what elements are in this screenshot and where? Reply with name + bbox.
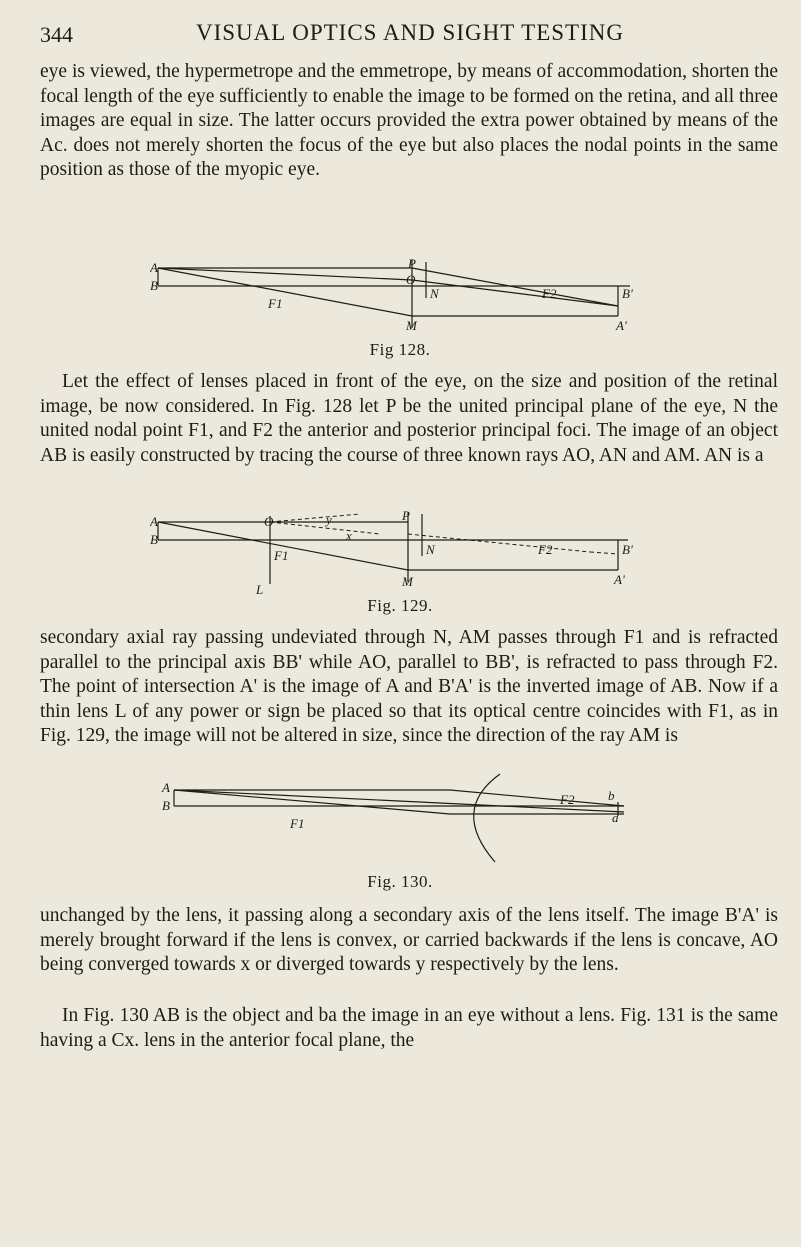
fig128-label-B-prime: B' (622, 286, 633, 301)
figure-128-diagram (150, 258, 650, 340)
fig129-label-F2: F2 (538, 542, 553, 557)
fig130-label-A: A (162, 780, 170, 795)
figure-128-caption: Fig 128. (369, 340, 431, 359)
fig129-label-A-prime: A' (614, 572, 625, 587)
fig130-label-F2: F2 (560, 792, 575, 807)
figure-129-diagram (150, 510, 650, 596)
fig128-label-M: M (406, 318, 417, 333)
page-number: 344 (40, 22, 73, 47)
fig129-label-B-prime: B' (622, 542, 633, 557)
fig129-label-N: N (426, 542, 435, 557)
fig128-label-A-prime: A' (616, 318, 627, 333)
fig128-label-P: P (408, 258, 416, 271)
fig129-label-x: x (346, 528, 352, 543)
fig129-label-F1: F1 (274, 548, 289, 563)
fig129-label-O: O (264, 514, 274, 529)
fig128-label-O: O (406, 272, 416, 287)
paragraph-4: unchanged by the lens, it passing along a secondary axis of the lens itself. The image B'A' is merely brought forward if the lens is convex, or carried backwards if the lens is concave, AO being converged towards x or diverged towards y respectively by the lens. (40, 905, 778, 975)
fig129-label-B: B (150, 532, 158, 547)
fig130-label-F1: F1 (290, 816, 305, 831)
fig129-label-y: y (326, 512, 332, 527)
figure-130-caption: Fig. 130. (367, 872, 433, 891)
fig129-label-A: A (150, 514, 158, 529)
figure-129 (150, 510, 650, 618)
figure-128 (150, 258, 650, 362)
fig128-label-F2: F2 (542, 286, 557, 301)
paragraph-1: eye is viewed, the hypermetrope and the emmetrope, by means of accommodation, shorten the focal length of the eye sufficiently to enable the image to be formed on the retina, and all three images are equal in size. The latter occurs provided the extra power obtained by means of the Ac. does not merely shorten the focus of the eye but also places the nodal points in the same position as those of the myopic eye. (40, 61, 778, 180)
fig129-label-P: P (402, 510, 410, 523)
fig129-label-L: L (256, 582, 264, 596)
fig128-label-F1: F1 (268, 296, 283, 311)
fig130-label-a: a (612, 810, 619, 825)
fig130-label-B: B (162, 798, 170, 813)
figure-129-caption: Fig. 129. (367, 596, 433, 615)
fig129-label-M: M (402, 574, 413, 589)
fig130-label-b: b (608, 788, 615, 803)
paragraph-3: secondary axial ray passing undeviated through N, AM passes through F1 and is refracted parallel to the principal axis BB' while AO, parallel to BB', is refracted to pass through F2. The point of intersection A' is the image of A and B'A' is the inverted image of AB. Now if a thin lens L of any power or sign be placed so that its optical centre coincides with F1, as in Fig. 129, the image will not be altered in size, since the direction of the ray AM is (40, 627, 778, 746)
figure-130 (150, 770, 650, 894)
paragraph-2: Let the effect of lenses placed in front of the eye, on the size and position of the retinal image, be now considered. In Fig. 128 let P be the united principal plane of the eye, N the united nodal point F1, and F2 the anterior and posterior principal foci. The image of an object AB is easily constructed by tracing the course of three known rays AO, AN and AM. AN is a (40, 371, 778, 466)
figure-130-diagram (150, 770, 650, 870)
fig128-label-A: A (150, 260, 158, 275)
fig128-label-N: N (430, 286, 439, 301)
running-title: VISUAL OPTICS AND SIGHT TESTING (196, 20, 624, 45)
paragraph-5: In Fig. 130 AB is the object and ba the image in an eye without a lens. Fig. 131 is the same having a Cx. lens in the anterior focal plane, the (40, 1005, 778, 1051)
fig128-label-B: B (150, 278, 158, 293)
page-header (40, 18, 780, 50)
